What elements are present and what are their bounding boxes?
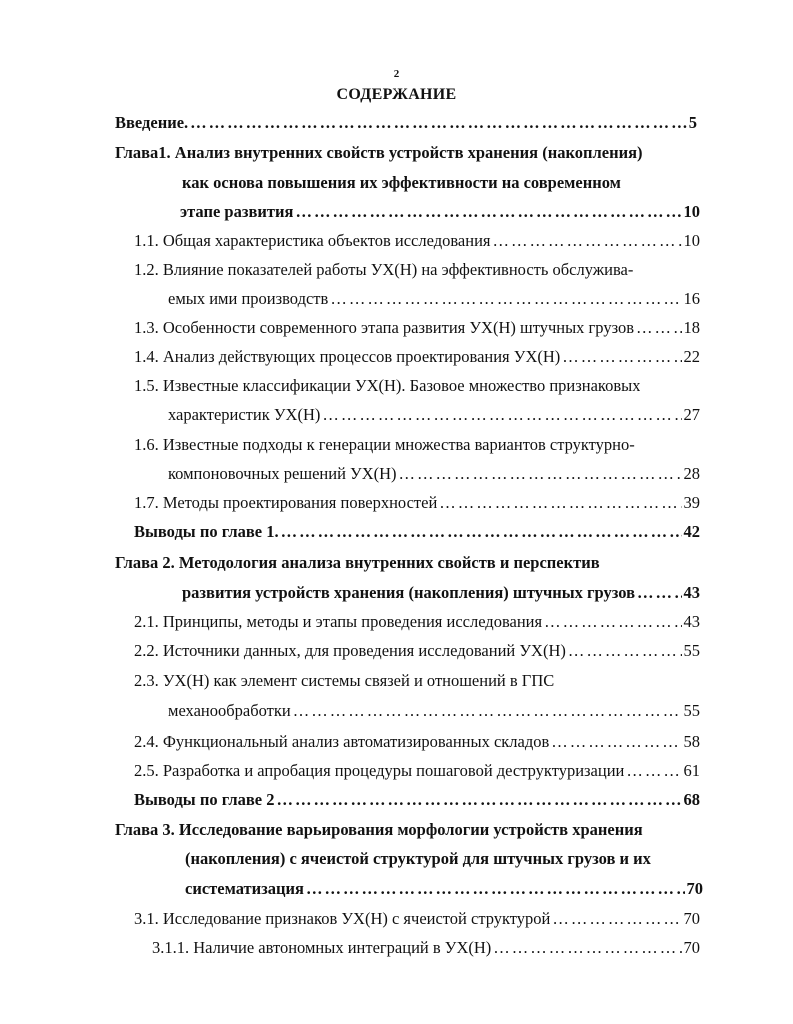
toc-line bbox=[168, 700, 700, 722]
leader-dots bbox=[637, 582, 681, 604]
toc-line bbox=[134, 492, 700, 514]
toc-line-page: 68 bbox=[683, 790, 700, 809]
leader-dots bbox=[439, 492, 681, 514]
toc-line-page: 42 bbox=[683, 522, 700, 541]
toc-line-page: 28 bbox=[683, 464, 700, 483]
toc-line-page: 10 bbox=[683, 231, 700, 250]
toc-line bbox=[134, 611, 700, 633]
toc-line bbox=[168, 463, 700, 485]
toc-line-text: 2.4. Функциональный анализ автоматизированных складов bbox=[134, 732, 550, 751]
toc-line-page: 70 bbox=[683, 909, 700, 928]
toc-line-text: 2.1. Принципы, методы и этапы проведения исследования bbox=[134, 612, 543, 631]
toc-line bbox=[115, 552, 600, 574]
toc-line-page: 58 bbox=[683, 732, 700, 751]
toc-line bbox=[180, 201, 700, 223]
toc-line bbox=[134, 640, 700, 662]
toc-line-text: 1.7. Методы проектирования поверхностей bbox=[134, 493, 438, 512]
toc-line bbox=[185, 878, 703, 900]
toc-line-text: характеристик УХ(Н) bbox=[168, 405, 321, 424]
leader-dots bbox=[493, 937, 681, 959]
toc-line-page: 70 bbox=[686, 879, 703, 898]
toc-line bbox=[134, 521, 700, 543]
toc-line-text: систематизация bbox=[185, 879, 304, 898]
leader-dots bbox=[330, 288, 681, 310]
page-title: СОДЕРЖАНИЕ bbox=[336, 86, 457, 103]
toc-line-text: 1.5. Известные классификации УХ(Н). Базовое множество признаковых bbox=[134, 376, 641, 395]
leader-dots bbox=[552, 908, 681, 930]
leader-dots bbox=[551, 731, 681, 753]
toc-line-text: 3.1. Исследование признаков УХ(Н) с ячеистой структурой bbox=[134, 909, 551, 928]
toc-line-text: 3.1.1. Наличие автономных интеграций в УХ(Н) bbox=[152, 938, 492, 957]
toc-line bbox=[168, 404, 700, 426]
toc-line bbox=[115, 142, 643, 164]
toc-line-text: Выводы по главе 2 bbox=[134, 790, 275, 809]
toc-line-text: 1.6. Известные подходы к генерации множества вариантов структурно- bbox=[134, 435, 635, 454]
toc-line-page: 10 bbox=[683, 202, 700, 221]
toc-line-page: 5 bbox=[688, 113, 697, 132]
leader-dots bbox=[544, 611, 681, 633]
toc-line-page: 43 bbox=[683, 612, 700, 631]
toc-line-text: механообработки bbox=[168, 701, 291, 720]
toc-line bbox=[134, 731, 700, 753]
toc-line-text: 2.3. УХ(Н) как элемент системы связей и отношений в ГПС bbox=[134, 671, 555, 690]
toc-line-text: (накопления) с ячеистой структурой для штучных грузов и их bbox=[185, 849, 651, 868]
toc-line bbox=[134, 760, 700, 782]
toc-line bbox=[134, 230, 700, 252]
leader-dots bbox=[295, 201, 681, 223]
leader-dots bbox=[293, 700, 682, 722]
toc-line bbox=[134, 434, 635, 456]
leader-dots bbox=[636, 317, 681, 339]
toc-line bbox=[134, 789, 700, 811]
toc-line-page: 55 bbox=[683, 641, 700, 660]
toc-line-page: 39 bbox=[683, 493, 700, 512]
leader-dots bbox=[493, 230, 682, 252]
toc-line bbox=[152, 937, 700, 959]
toc-line bbox=[182, 582, 700, 604]
toc-line bbox=[134, 346, 700, 368]
toc-line bbox=[134, 375, 640, 397]
toc-line bbox=[115, 112, 697, 134]
toc-line bbox=[134, 908, 700, 930]
toc-line-text: 2.5. Разработка и апробация процедуры пошаговой деструктуризации bbox=[134, 761, 625, 780]
leader-dots bbox=[281, 521, 682, 543]
toc-line-text: развития устройств хранения (накопления) штучных грузов bbox=[182, 583, 636, 602]
toc-line bbox=[168, 288, 700, 310]
leader-dots bbox=[399, 463, 682, 485]
toc-line-page: 16 bbox=[683, 289, 700, 308]
leader-dots bbox=[626, 760, 681, 782]
leader-dots bbox=[568, 640, 682, 662]
toc-line-text: 1.2. Влияние показателей работы УХ(Н) на эффективность обслужива- bbox=[134, 260, 634, 279]
toc-line-page: 61 bbox=[683, 761, 700, 780]
toc-line-page: 18 bbox=[683, 318, 700, 337]
toc-line bbox=[134, 259, 633, 281]
toc-line bbox=[185, 848, 651, 870]
toc-line-text: как основа повышения их эффективности на современном bbox=[182, 173, 621, 192]
toc-line bbox=[115, 819, 643, 841]
toc-line-text: емых ими производств bbox=[168, 289, 329, 308]
leader-dots bbox=[306, 878, 685, 900]
toc-line-text: этапе развития bbox=[180, 202, 294, 221]
toc-line-text: Выводы по главе 1. bbox=[134, 522, 279, 541]
toc-line-text: 1.4. Анализ действующих процессов проектирования УХ(Н) bbox=[134, 347, 561, 366]
toc-line bbox=[182, 172, 621, 194]
page-number: 2 bbox=[393, 68, 400, 80]
toc-line-text: Введение. bbox=[115, 113, 189, 132]
toc-line-page: 43 bbox=[683, 583, 700, 602]
toc-line bbox=[134, 670, 554, 692]
toc-line-text: Глава 2. Методология анализа внутренних свойств и перспектив bbox=[115, 553, 600, 572]
leader-dots bbox=[190, 112, 687, 134]
toc-line-text: компоновочных решений УХ(Н) bbox=[168, 464, 397, 483]
toc-line-text: Глава1. Анализ внутренних свойств устройств хранения (накопления) bbox=[115, 143, 643, 162]
toc-line-page: 27 bbox=[683, 405, 700, 424]
toc-line-page: 22 bbox=[683, 347, 700, 366]
toc-line-text: 1.1. Общая характеристика объектов исследования bbox=[134, 231, 491, 250]
toc-line-page: 70 bbox=[683, 938, 700, 957]
leader-dots bbox=[322, 404, 681, 426]
toc-line-text: 1.3. Особенности современного этапа развития УХ(Н) штучных грузов bbox=[134, 318, 635, 337]
toc-line-text: Глава 3. Исследование варьирования морфологии устройств хранения bbox=[115, 820, 643, 839]
toc-line-page: 55 bbox=[683, 701, 700, 720]
toc-line bbox=[134, 317, 700, 339]
toc-line-text: 2.2. Источники данных, для проведения исследований УХ(Н) bbox=[134, 641, 566, 660]
leader-dots bbox=[276, 789, 681, 811]
leader-dots bbox=[562, 346, 681, 368]
